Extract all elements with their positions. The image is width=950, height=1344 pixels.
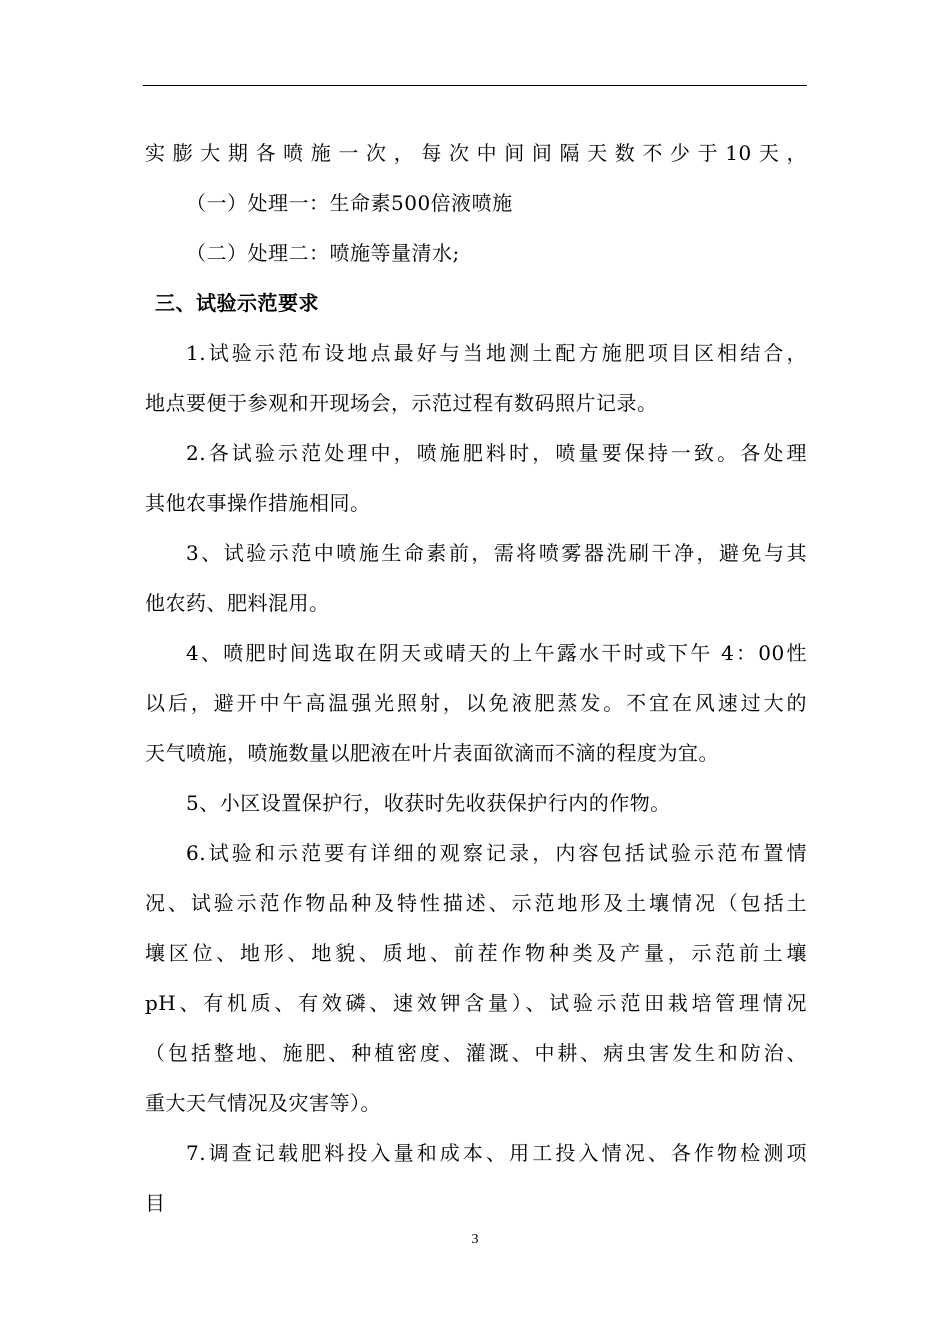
paragraph-line: 实膨大期各喷施一次，每次中间间隔天数不少于10天， <box>145 141 807 165</box>
paragraph-line: 7.调查记载肥料投入量和成本、用工投入情况、各作物检测项 <box>186 1141 807 1165</box>
paragraph-line: 天气喷施，喷施数量以肥液在叶片表面欲滴而不滴的程度为宜。 <box>145 741 719 765</box>
paragraph-line: pH、有机质、有效磷、速效钾含量）、试验示范田栽培管理情况 <box>145 991 807 1015</box>
paragraph-line: 他农药、肥料混用。 <box>145 591 330 615</box>
paragraph-line: 目 <box>145 1191 166 1215</box>
paragraph-line: 重大天气情况及灾害等）。 <box>145 1091 381 1115</box>
paragraph-line: （包括整地、施肥、种植密度、灌溉、中耕、病虫害发生和防治、 <box>145 1041 807 1065</box>
paragraph-line: 况、试验示范作物品种及特性描述、示范地形及土壤情况（包括土 <box>145 891 807 915</box>
document-body <box>145 128 807 1228</box>
paragraph-line: 其他农事操作措施相同。 <box>145 491 371 515</box>
paragraph-line: 3、试验示范中喷施生命素前，需将喷雾器洗刷干净，避免与其 <box>186 541 807 565</box>
paragraph-line: 地点要便于参观和开现场会，示范过程有数码照片记录。 <box>145 391 658 415</box>
paragraph-line: 以后，避开中午高温强光照射，以免液肥蒸发。不宜在风速过大的 <box>145 691 807 715</box>
paragraph-line: 1.试验示范布设地点最好与当地测土配方施肥项目区相结合， <box>186 341 807 365</box>
paragraph-line: 4、喷肥时间选取在阴天或晴天的上午露水干时或下午 4：00性 <box>186 641 807 665</box>
treatment-two: （二）处理二：喷施等量清水; <box>186 241 460 265</box>
page-number: 3 <box>471 1232 479 1247</box>
paragraph-line: 5、小区设置保护行，收获时先收获保护行内的作物。 <box>186 791 671 815</box>
header-rule <box>143 85 807 86</box>
paragraph-line: 6.试验和示范要有详细的观察记录，内容包括试验示范布置情 <box>186 841 807 865</box>
paragraph-line: 2.各试验示范处理中，喷施肥料时，喷量要保持一致。各处理 <box>186 441 807 465</box>
paragraph-line: 壤区位、地形、地貌、质地、前茬作物种类及产量，示范前土壤 <box>145 941 807 965</box>
treatment-one: （一）处理一：生命素500倍液喷施 <box>186 191 513 215</box>
section-heading: 三、试验示范要求 <box>155 291 319 315</box>
